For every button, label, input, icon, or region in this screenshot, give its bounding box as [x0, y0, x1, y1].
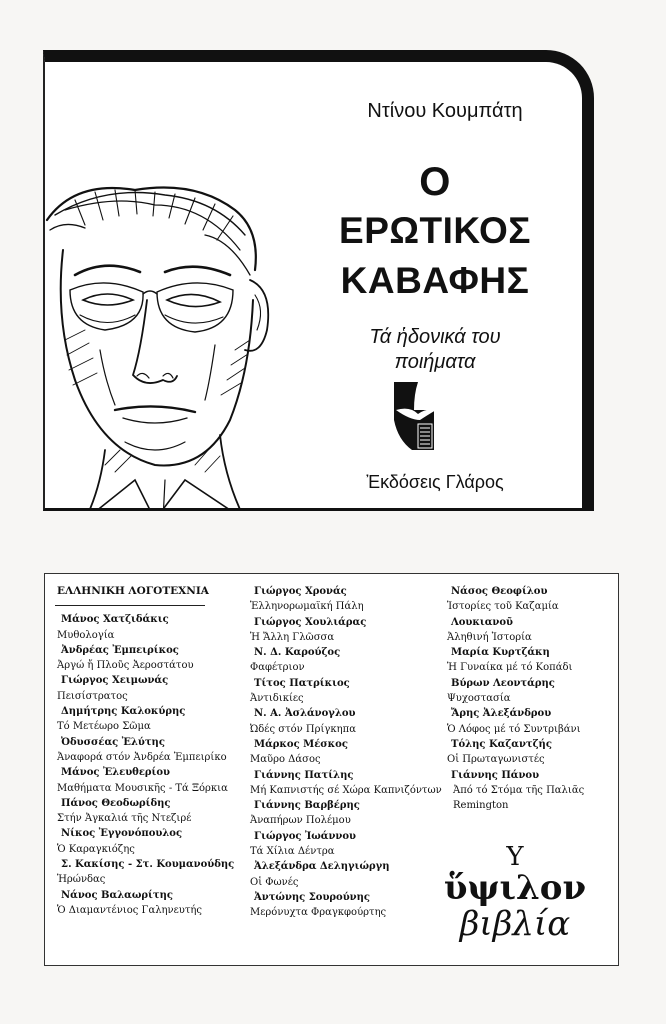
book-title: Ἀπό τό Στόμα τῆς Παλιᾶς: [453, 784, 585, 796]
upsilon-logo-icon: Υ: [506, 842, 524, 872]
book-author: Τόλης Καζαντζής: [451, 738, 552, 750]
book-title: Μυθολογία: [57, 629, 115, 641]
book-title: Τά Χίλια Δέντρα: [250, 846, 335, 858]
cover-title-line2: ΕΡΩΤΙΚΟΣ: [339, 210, 531, 251]
book-author: Ν. Δ. Καρούζος: [254, 647, 341, 659]
book-title: Φαφέτριον: [250, 662, 305, 674]
book-title: Ἡρώνδας: [57, 874, 106, 886]
book-author: Ἀλεξάνδρα Δεληγιώργη: [254, 861, 390, 873]
catalog-column-2: [248, 584, 444, 921]
book-title: Ὠδές στόν Πρίγκηπα: [250, 723, 356, 735]
book-title: Οἱ Φωνές: [250, 876, 299, 888]
book-author: Ἄρης Ἀλεξάνδρου: [451, 708, 552, 720]
book-author: Γιάννης Πάνου: [451, 769, 540, 781]
book-author: Μάνος Ἐλευθερίου: [61, 767, 170, 779]
book-author: Πάνος Θεοδωρίδης: [61, 797, 171, 809]
book-author: Δημήτρης Καλοκύρης: [61, 706, 186, 718]
publisher-brand: [440, 844, 590, 942]
book-title: Μαῦρο Δάσος: [250, 754, 321, 766]
heading-rule: [55, 605, 205, 606]
book-author: Γιώργος Χειμωνάς: [61, 675, 169, 687]
book-title: Ἀναφορά στόν Ἀνδρέα Ἐμπειρίκο: [57, 751, 227, 763]
book-title: Ὁ Καραγκιόζης: [57, 843, 135, 855]
book-title: Μαθήματα Μουσικῆς - Τά Ξόρκια: [57, 782, 228, 794]
book-title: Ἑλληνορωμαϊκή Πάλη: [250, 601, 364, 613]
book-title-continued: Remington: [453, 800, 509, 812]
book-author: Νάνος Βαλαωρίτης: [61, 889, 173, 901]
book-author: Λουκιανοῦ: [451, 616, 513, 628]
book-author: Γιώργος Ἰωάννου: [254, 830, 356, 842]
book-author: Νίκος Ἐγγονόπουλος: [61, 828, 183, 840]
cover-title-line1: Ο: [419, 160, 451, 204]
catalog-column-1: [55, 584, 245, 918]
book-author: Βύρων Λεοντάρης: [451, 677, 555, 689]
brand-name: ὕψιλον: [443, 868, 587, 908]
book-author: Τίτος Πατρίκιος: [254, 677, 350, 689]
catalog-heading: ΕΛΛΗΝΙΚΗ ΛΟΓΟΤΕΧΝΙΑ: [57, 585, 209, 597]
book-title: Ὁ Διαμαντένιος Γαληνευτής: [57, 904, 202, 916]
book-title: Ἱστορίες τοῦ Καζαμία: [447, 601, 559, 613]
book-title: Πεισίστρατος: [57, 690, 128, 702]
book-author: Μάνος Χατζιδάκις: [61, 614, 169, 626]
book-author: Μάρκος Μέσκος: [254, 738, 348, 750]
seagull-logo-icon: [388, 380, 440, 452]
book-title: Ὁ Λόφος μέ τό Συντριβάνι: [447, 723, 581, 735]
book-title: Ἡ Ἄλλη Γλῶσσα: [250, 631, 335, 643]
brand-subtitle: βιβλία: [459, 904, 571, 944]
book-author: Ὀδυσσέας Ἐλύτης: [61, 736, 165, 748]
catalog-column-3: [445, 584, 615, 813]
book-author: Γιάννης Πατίλης: [254, 769, 354, 781]
book-author: Σ. Κακίσης - Στ. Κουμανούδης: [61, 859, 235, 871]
book-title: Μερόνυχτα Φραγκφούρτης: [250, 907, 387, 919]
book-title: Τό Μετέωρο Σῶμα: [57, 721, 151, 733]
book-author: Ν. Α. Ἀσλάνογλου: [254, 708, 356, 720]
cover-title-line3: ΚΑΒΑΦΗΣ: [340, 260, 530, 301]
cover-subtitle-line1: Τά ἡδονικά του: [369, 326, 501, 348]
book-author: Μαρία Κυρτζάκη: [451, 647, 550, 659]
book-author: Γιώργος Χρονάς: [254, 586, 347, 597]
book-author: Γιάννης Βαρβέρης: [254, 800, 360, 812]
book-title: Ἡ Γυναίκα μέ τό Κοπάδι: [447, 662, 573, 674]
book-author: Ἀντώνης Σουρούνης: [254, 891, 370, 903]
cover-author: Ντίνου Κουμπάτη: [367, 100, 523, 122]
book-title: Ἀληθινή Ἱστορία: [447, 631, 532, 643]
book-title: Ἀναπήρων Πολέμου: [250, 815, 351, 827]
book-title: Ἀντιδικίες: [250, 693, 304, 705]
book-title: Μή Καπνιστής σέ Χώρα Καπνιζόντων: [250, 784, 442, 796]
cover-publisher: Ἐκδόσεις Γλάρος: [366, 472, 504, 492]
book-cover: [43, 50, 594, 511]
book-author: Γιώργος Χουλιάρας: [254, 616, 367, 628]
book-title: Ἀργώ ἤ Πλοῦς Ἀεροστάτου: [57, 660, 194, 672]
book-author: Νάσος Θεοφίλου: [451, 586, 548, 597]
cavafy-portrait-sketch: [45, 180, 275, 511]
cover-subtitle-line2: ποιήματα: [394, 351, 476, 373]
book-title: Στήν Ἀγκαλιά τῆς Ντεζιρέ: [57, 813, 192, 825]
book-author: Ἀνδρέας Ἐμπειρίκος: [61, 644, 179, 656]
catalog-panel: [44, 573, 619, 966]
book-title: Οἱ Πρωταγωνιστές: [447, 754, 545, 766]
book-title: Ψυχοστασία: [447, 693, 511, 705]
